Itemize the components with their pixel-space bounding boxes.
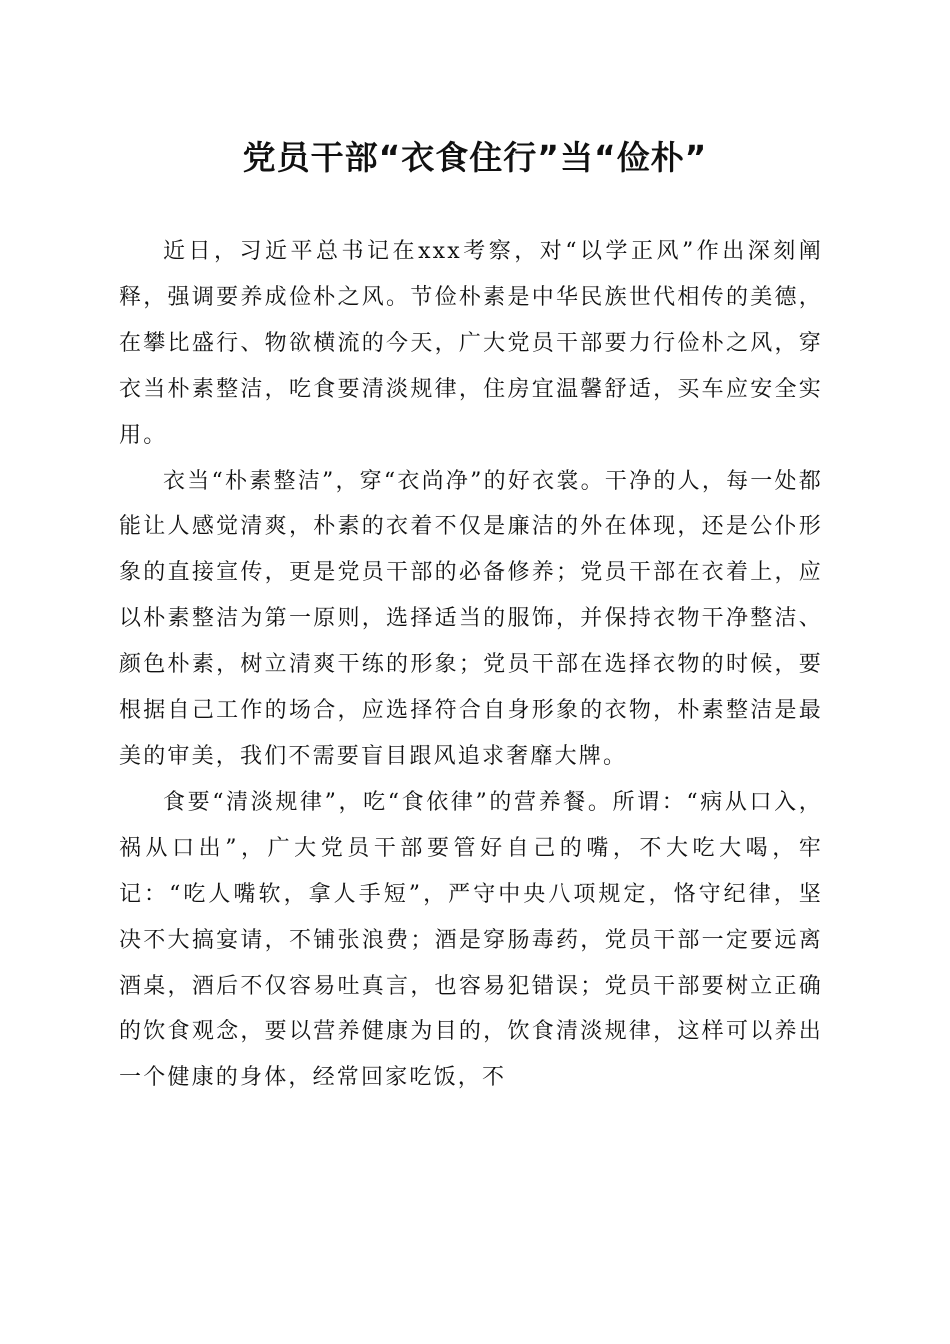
paragraph-clothing: 衣当“朴素整洁”，穿“衣尚净”的好衣裳。干净的人，每一处都能让人感觉清爽，朴素的衣着不仅是廉洁的外在体现，还是公仆形象的直接宣传，更是党员干部的必备修养；党员干部在衣着上，应以朴素整洁为第一原则，选择适当的服饰，并保持衣物干净整洁、颜色朴素，树立清爽干练的形象；党员干部在选择衣物的时候，要根据自己工作的场合，应选择符合自身形象的衣物，朴素整洁是最美的审美，我们不需要盲目跟风追求奢靡大牌。: [119, 468, 823, 769]
document-body: [119, 229, 823, 1101]
document-title: 党员干部“衣食住行”当“俭朴”: [242, 138, 708, 177]
paragraph-intro: 近日，习近平总书记在xxx考察，对“以学正风”作出深刻阐释，强调要养成俭朴之风。节俭朴素是中华民族世代相传的美德，在攀比盛行、物欲横流的今天，广大党员干部要力行俭朴之风，穿衣当朴素整洁，吃食要清淡规律，住房宜温馨舒适，买车应安全实用。: [119, 239, 823, 448]
paragraph-food: 食要“清淡规律”，吃“食依律”的营养餐。所谓：“病从口入，祸从口出”，广大党员干部要管好自己的嘴，不大吃大喝，牢记：“吃人嘴软，拿人手短”，严守中央八项规定，恪守纪律，坚决不大搞宴请，不铺张浪费；酒是穿肠毒药，党员干部一定要远离酒桌，酒后不仅容易吐真言，也容易犯错误；党员干部要树立正确的饮食观念，要以营养健康为目的，饮食清淡规律，这样可以养出一个健康的身体，经常回家吃饭，不: [119, 789, 823, 1091]
